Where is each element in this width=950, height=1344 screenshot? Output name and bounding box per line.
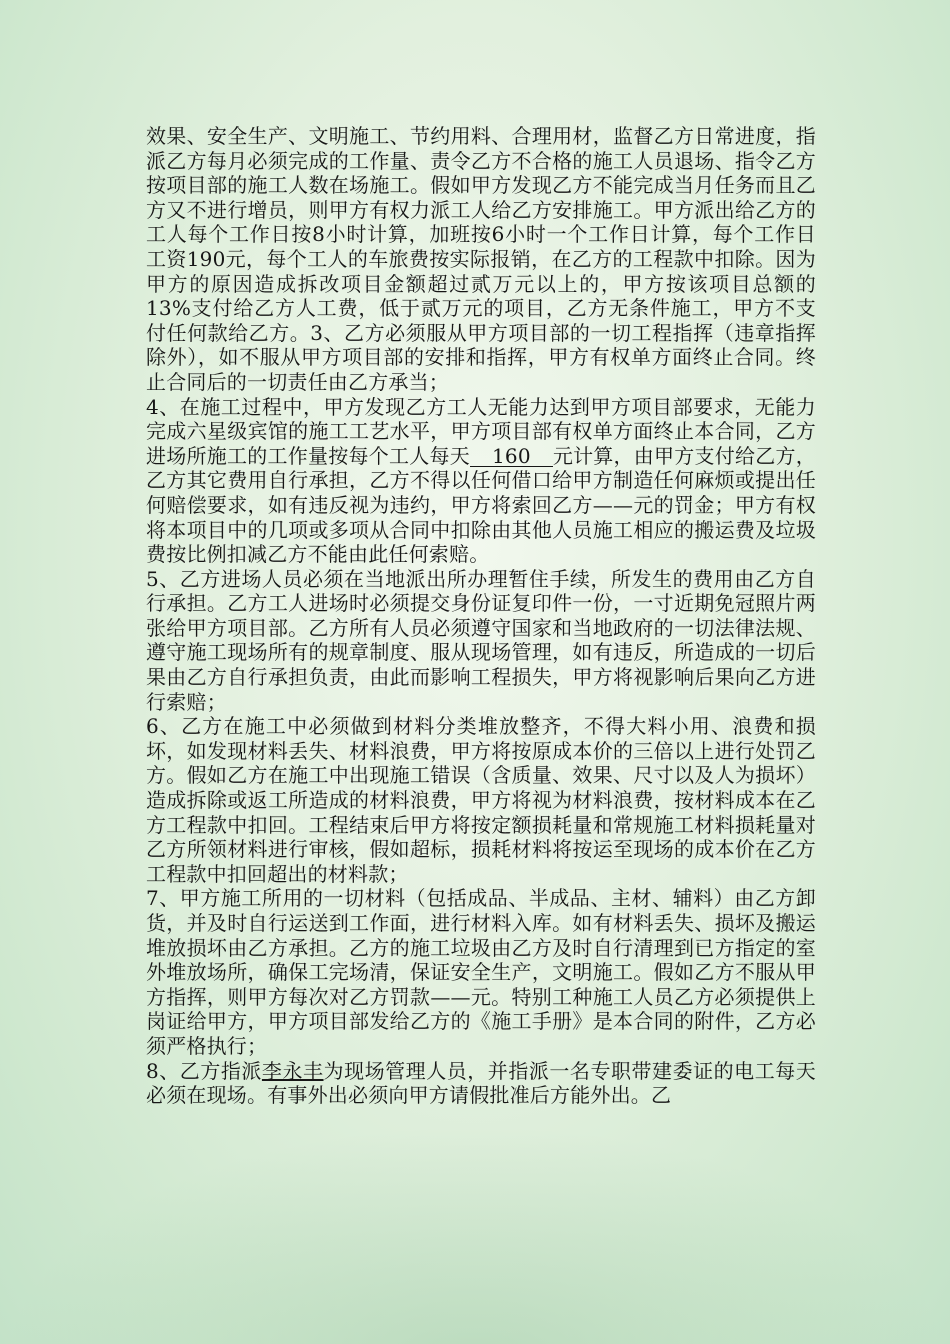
- contract-page: [146, 124, 816, 1108]
- paragraph-item-5: 5、乙方进场人员必须在当地派出所办理暂住手续，所发生的费用由乙方自行承担。乙方工人进场时必须提交身份证复印件一份，一寸近期免冠照片两张给甲方项目部。乙方所有人员必须遵守国家和当地政府的一切法律法规、遵守施工现场所有的规章制度、服从现场管理，如有违反，所造成的一切后果由乙方自行承担负责，由此而影响工程损失，甲方将视影响后果向乙方进行索赔；: [146, 566, 816, 714]
- paragraph-item-4-text-after: 元计算，由甲方支付给乙方，乙方其它费用自行承担，乙方不得以任何借口给甲方制造任何麻烦或提出任何赔偿要求，如有违反视为违约，甲方将索回乙方——元的罚金；甲方有权将本项目中的几项或多项从合同中扣除由其他人员施工相应的搬运费及垃圾费按比例扣减乙方不能由此任何索赔。: [146, 443, 816, 567]
- paragraph-item-8: [146, 1059, 816, 1108]
- paragraph-item-8-text-before: 8、乙方指派: [146, 1058, 262, 1083]
- paragraph-item-7: 7、甲方施工所用的一切材料（包括成品、半成品、主材、辅料）由乙方卸货，并及时自行运送到工作面，进行材料入库。如有材料丢失、损坏及搬运堆放损坏由乙方承担。乙方的施工垃圾由乙方及时自行清理到已方指定的室外堆放场所，确保工完场清，保证安全生产，文明施工。假如乙方不服从甲方指挥，则甲方每次对乙方罚款——元。特别工种施工人员乙方必须提供上岗证给甲方，甲方项目部发给乙方的《施工手册》是本合同的附件，乙方必须严格执行；: [146, 886, 816, 1058]
- paragraph-item-4: [146, 395, 816, 567]
- paragraph-item-6: 6、乙方在施工中必须做到材料分类堆放整齐，不得大料小用、浪费和损坏，如发现材料丢失、材料浪费，甲方将按原成本价的三倍以上进行处罚乙方。假如乙方在施工中出现施工错误（含质量、效果、尺寸以及人为损坏）造成拆除或返工所造成的材料浪费，甲方将视为材料浪费，按材料成本在乙方工程款中扣回。工程结束后甲方将按定额损耗量和常规施工材料损耗量对乙方所领材料进行审核，假如超标，损耗材料将按运至现场的成本价在乙方工程款中扣回超出的材料款；: [146, 714, 816, 886]
- paragraph-supervision: 效果、安全生产、文明施工、节约用料、合理用材，监督乙方日常进度，指派乙方每月必须完成的工作量、责令乙方不合格的施工人员退场、指令乙方按项目部的施工人数在场施工。假如甲方发现乙方不能完成当月任务而且乙方又不进行增员，则甲方有权力派工人给乙方安排施工。甲方派出给乙方的工人每个工作日按8小时计算，加班按6小时一个工作日计算，每个工作日工资190元，每个工人的车旅费按实际报销，在乙方的工程款中扣除。因为甲方的原因造成拆改项目金额超过贰万元以上的，甲方按该项目总额的13%支付给乙方人工费，低于贰万元的项目，乙方无条件施工，甲方不支付任何款给乙方。3、乙方必须服从甲方项目部的一切工程指挥（违章指挥除外），如不服从甲方项目部的安排和指挥，甲方有权单方面终止合同。终止合同后的一切责任由乙方承当；: [146, 124, 816, 394]
- site-manager-name: 李永丰: [261, 1058, 324, 1083]
- paragraph-item-4-text-before: 4、在施工过程中，甲方发现乙方工人无能力达到甲方项目部要求，无能力完成六星级宾馆的施工工艺水平，甲方项目部有权单方面终止本合同，乙方进场所施工的工作量按每个工人每天: [146, 394, 816, 468]
- paragraph-item-8-text-after: 为现场管理人员，并指派一名专职带建委证的电工每天必须在现场。有事外出必须向甲方请假批准后方能外出。乙: [146, 1058, 816, 1108]
- daily-wage-blank: 160: [470, 446, 553, 467]
- background-decoration: [0, 1124, 950, 1344]
